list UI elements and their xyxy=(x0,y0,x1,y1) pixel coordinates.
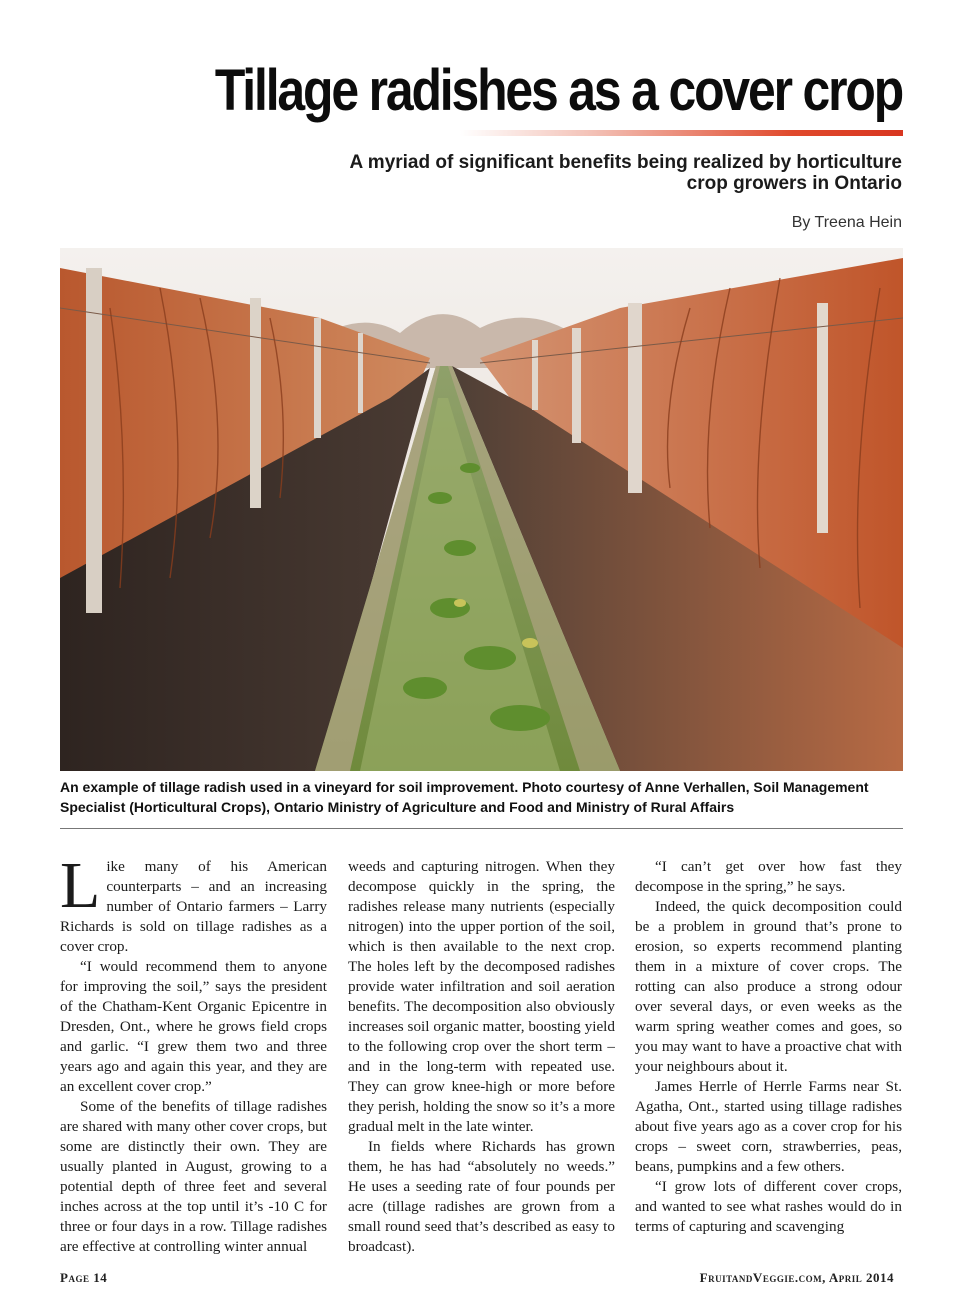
article-paragraph: In fields where Richards has grown them, he has had “absolutely no weeds.” He uses a seeding rate of four pounds per acre (tillage radishes are grown from a small round seed that’s described as easy to broadcast). xyxy=(348,1138,615,1255)
vineyard-photo xyxy=(60,248,903,771)
article-headline: Tillage radishes as a cover crop xyxy=(214,58,902,123)
caption-divider xyxy=(60,828,903,829)
article-column-3 xyxy=(635,857,902,1262)
article-paragraph xyxy=(60,857,327,957)
article-paragraph: “I would recommend them to anyone for improving the soil,” says the president of the Chatham-Kent Organic Epicentre in Dresden, Ont., where he grows field crops and garlic. “I grew them two and three years ago and again this year, and they are an excellent cover crop.” xyxy=(60,958,327,1095)
page-number: Page 14 xyxy=(60,1270,108,1285)
paragraph-text: ike many of his American counterparts – and an increasing number of Ontario farmers – Larry Richards is sold on tillage radishes as a cover crop. xyxy=(60,858,327,955)
article-column-1 xyxy=(60,857,327,1262)
publication-footer: FruitandVeggie.com, April 2014 xyxy=(699,1270,894,1285)
article-paragraph: “I can’t get over how fast they decompose in the spring,” he says. xyxy=(635,858,902,895)
drop-cap: L xyxy=(60,857,101,922)
article-paragraph: “I grow lots of different cover crops, and wanted to see what rashes would do in terms of capturing and scavenging xyxy=(635,1178,902,1235)
vineyard-photo-illustration xyxy=(60,248,903,771)
article-paragraph: Some of the benefits of tillage radishes are shared with many other cover crops, but some are distinctly their own. They are usually planted in August, growing to a potential depth of three feet and several inches across at the top until it’s -10 C for three or four days in a row. Tillage radishes are effective at controlling winter annual xyxy=(60,1098,327,1255)
article-byline: By Treena Hein xyxy=(791,214,902,231)
photo-caption: An example of tillage radish used in a vineyard for soil improvement. Photo courtesy of Anne Verhallen, Soil Management Specialist (Horticultural Crops), Ontario Ministry of Agriculture and Food and Ministry of Rural Affairs xyxy=(60,779,869,815)
headline-rule xyxy=(460,130,903,136)
article-deck: A myriad of significant benefits being realized by horticulture crop growers in Ontario xyxy=(349,152,902,194)
article-column-2 xyxy=(348,857,615,1262)
article-paragraph: James Herrle of Herrle Farms near St. Agatha, Ont., started using tillage radishes about five years ago as a cover crop for his crops – sweet corn, strawberries, peas, beans, pumpkins and a few others. xyxy=(635,1078,902,1175)
article-paragraph: Indeed, the quick decomposition could be a problem in ground that’s prone to erosion, so experts recommend planting them in a mixture of cover crops. The rotting can also produce a strong odour over several days, or even weeks as the warm spring weather comes and goes, so you may want to have a proactive chat with your neighbours about it. xyxy=(635,898,902,1075)
article-paragraph: weeds and capturing nitrogen. When they decompose quickly in the spring, the radishes release many nutrients (especially nitrogen) into the upper portion of the soil, which is then available to the next crop. The holes left by the decomposed radishes provide water infiltration and soil aeration benefits. The decomposition also obviously increases soil organic matter, boosting yield to the following crop over the short term – and in the long-term with repeated use. They can grow knee-high or more before they perish, holding the snow so it’s a more gradual melt in the late winter. xyxy=(348,858,615,1135)
